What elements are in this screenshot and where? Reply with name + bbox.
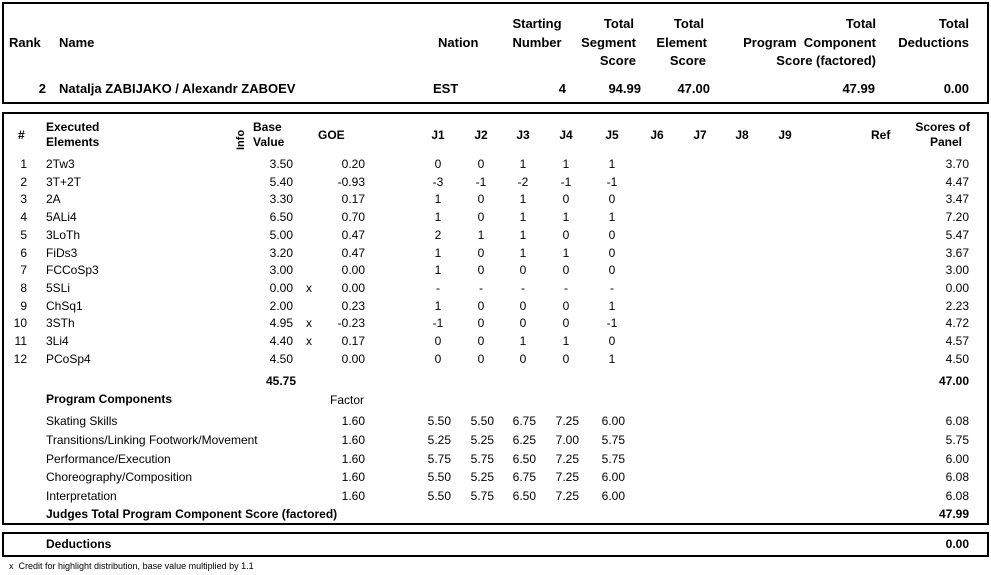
element-judge-score: 2 <box>434 227 442 242</box>
component-judge-score: 6.25 <box>512 432 536 447</box>
component-judge-score: 7.25 <box>555 470 579 485</box>
element-judge-score: -1 <box>606 316 618 331</box>
component-judge-score: 7.25 <box>555 489 579 504</box>
component-judge-score: 5.50 <box>470 414 494 428</box>
element-judge-score: 1 <box>608 351 616 366</box>
col-base-label-1: Base <box>253 120 282 134</box>
element-name: 2Tw3 <box>46 157 75 171</box>
component-factor: 1.60 <box>341 489 365 504</box>
component-panel-score: 5.75 <box>945 432 969 447</box>
element-judge-score: 0 <box>608 334 616 348</box>
element-name: PCoSp4 <box>46 351 91 366</box>
element-base-value: 4.40 <box>269 334 293 348</box>
col-executed-label-2: Elements <box>46 135 100 149</box>
element-num: 1 <box>20 157 27 171</box>
col-judge-label-4: J4 <box>559 128 573 142</box>
element-judge-score: -1 <box>432 316 444 331</box>
element-judge-score: 0 <box>477 263 485 278</box>
element-judge-score: 1 <box>562 245 570 260</box>
element-num: 5 <box>20 227 27 242</box>
footnote: x Credit for highlight distribution, base value multiplied by 1.1 <box>9 561 254 571</box>
element-judge-score: 0 <box>477 351 485 366</box>
component-name: Choreography/Composition <box>46 470 193 485</box>
element-judge-score: 0 <box>477 298 485 313</box>
col-judge-label-6: J6 <box>650 128 664 142</box>
rank-label: Rank <box>9 35 41 50</box>
total-element-label-3: Score <box>669 53 706 68</box>
element-judge-score: 0 <box>519 351 527 366</box>
element-judge-score: 0 <box>477 192 485 207</box>
total-segment-label-3: Score <box>599 53 636 68</box>
element-judge-score: 0 <box>608 192 616 207</box>
component-name: Skating Skills <box>46 414 118 428</box>
element-goe: 0.17 <box>341 192 365 207</box>
element-info: x <box>306 280 312 295</box>
element-judge-score: 0 <box>477 210 485 225</box>
components-factor-label: Factor <box>330 393 365 407</box>
component-name: Interpretation <box>46 489 117 504</box>
component-factor: 1.60 <box>341 414 365 428</box>
element-judge-score: 0 <box>434 334 442 348</box>
element-base-value: 5.40 <box>269 174 293 189</box>
col-base-label-2: Value <box>253 135 285 149</box>
component-judge-score: 6.75 <box>512 470 536 485</box>
element-name: ChSq1 <box>46 298 83 313</box>
component-judge-score: 5.25 <box>470 432 494 447</box>
element-judge-score: 1 <box>434 210 442 225</box>
col-info-label: Info <box>235 129 247 150</box>
element-judge-score: -3 <box>432 174 444 189</box>
element-base-value: 5.00 <box>269 227 293 242</box>
elements-total-base: 45.75 <box>265 374 296 388</box>
col-goe-label: GOE <box>318 128 345 142</box>
nation-label: Nation <box>438 35 479 50</box>
total-deductions-label-2: Deductions <box>898 35 969 50</box>
element-judge-score: - <box>521 280 525 295</box>
element-info: x <box>306 316 312 331</box>
element-goe: 0.00 <box>341 280 365 295</box>
component-judge-score: 5.75 <box>470 451 494 466</box>
element-num: 10 <box>13 316 27 331</box>
element-judge-score: 1 <box>519 245 527 260</box>
element-base-value: 4.95 <box>269 316 293 331</box>
element-judge-score: - <box>564 280 568 295</box>
component-judge-score: 7.25 <box>555 451 579 466</box>
element-goe: -0.23 <box>337 316 365 331</box>
element-judge-score: - <box>436 280 440 295</box>
element-judge-score: -1 <box>606 174 618 189</box>
element-judge-score: 1 <box>477 227 485 242</box>
name-label: Name <box>59 35 95 50</box>
element-judge-score: 0 <box>519 298 527 313</box>
element-name: 5SLi <box>46 280 71 295</box>
element-judge-score: -2 <box>517 174 529 189</box>
element-name: 3T+2T <box>46 174 82 189</box>
element-name: 3LoTh <box>46 227 81 242</box>
total-pcs-label-2: Program Component <box>743 35 876 50</box>
component-judge-score: 6.00 <box>601 414 625 428</box>
component-name: Transitions/Linking Footwork/Movement <box>46 432 258 447</box>
element-judge-score: 1 <box>434 263 442 278</box>
element-name: 5ALi4 <box>46 210 77 225</box>
element-panel-score: 4.57 <box>945 334 969 348</box>
element-judge-score: 0 <box>434 351 442 366</box>
component-panel-score: 6.08 <box>945 414 969 428</box>
skater-total-pcs: 47.99 <box>842 81 875 96</box>
col-judge-label-9: J9 <box>778 128 792 142</box>
element-panel-score: 0.00 <box>945 280 969 295</box>
element-goe: 0.20 <box>341 157 365 171</box>
component-judge-score: 6.50 <box>512 451 536 466</box>
col-judge-label-8: J8 <box>735 128 749 142</box>
element-judge-score: 0 <box>519 316 527 331</box>
skater-name: Natalja ZABIJAKO / Alexandr ZABOEV <box>59 81 296 96</box>
component-factor: 1.60 <box>341 432 365 447</box>
component-factor: 1.60 <box>341 470 365 485</box>
element-num: 9 <box>20 298 27 313</box>
element-judge-score: 0 <box>477 245 485 260</box>
starting-number-label-2: Number <box>512 35 562 50</box>
col-executed-label-1: Executed <box>46 120 100 134</box>
components-label: Program Components <box>46 392 173 406</box>
components-total-label: Judges Total Program Component Score (factored) <box>46 507 338 521</box>
element-judge-score: 0 <box>562 351 570 366</box>
element-goe: -0.93 <box>337 174 365 189</box>
col-scores-label-1: Scores of <box>915 120 970 134</box>
element-judge-score: - <box>610 280 614 295</box>
element-goe: 0.00 <box>341 263 365 278</box>
component-factor: 1.60 <box>341 451 365 466</box>
element-judge-score: 0 <box>562 263 570 278</box>
skater-total-element-score: 47.00 <box>677 81 710 96</box>
col-judge-label-5: J5 <box>605 128 619 142</box>
total-element-label-2: Element <box>656 35 707 50</box>
element-judge-score: 1 <box>608 298 616 313</box>
component-panel-score: 6.00 <box>945 451 969 466</box>
component-judge-score: 5.75 <box>470 489 494 504</box>
element-judge-score: 0 <box>562 227 570 242</box>
element-judge-score: - <box>479 280 483 295</box>
element-judge-score: 1 <box>519 210 527 225</box>
component-name: Performance/Execution <box>46 451 171 466</box>
element-panel-score: 5.47 <box>945 227 969 242</box>
element-panel-score: 3.70 <box>945 157 969 171</box>
col-num-label: # <box>18 128 25 142</box>
component-judge-score: 6.00 <box>601 470 625 485</box>
element-goe: 0.00 <box>341 351 365 366</box>
element-name: FiDs3 <box>46 245 78 260</box>
skater-total-segment-score: 94.99 <box>608 81 641 96</box>
element-base-value: 3.50 <box>269 157 293 171</box>
deductions-box <box>2 532 989 557</box>
total-deductions-label-1: Total <box>938 16 969 31</box>
deductions-label: Deductions <box>46 537 112 551</box>
element-name: FCCoSp3 <box>46 263 99 278</box>
col-ref-label: Ref <box>871 128 891 142</box>
element-judge-score: 0 <box>562 316 570 331</box>
element-goe: 0.23 <box>341 298 365 313</box>
total-pcs-label-1: Total <box>845 16 876 31</box>
skater-rank: 2 <box>38 81 46 96</box>
element-panel-score: 3.47 <box>945 192 969 207</box>
element-num: 11 <box>14 334 27 348</box>
element-base-value: 3.20 <box>269 245 293 260</box>
element-judge-score: 1 <box>434 192 442 207</box>
component-judge-score: 6.00 <box>601 489 625 504</box>
component-judge-score: 5.75 <box>601 432 625 447</box>
component-judge-score: 5.25 <box>427 432 451 447</box>
component-judge-score: 5.50 <box>427 414 451 428</box>
element-judge-score: 0 <box>519 263 527 278</box>
element-name: 3STh <box>46 316 75 331</box>
element-judge-score: 1 <box>562 210 570 225</box>
element-num: 2 <box>20 174 27 189</box>
element-goe: 0.70 <box>341 210 365 225</box>
element-judge-score: 1 <box>562 334 570 348</box>
element-panel-score: 7.20 <box>945 210 969 225</box>
component-panel-score: 6.08 <box>945 489 969 504</box>
element-panel-score: 2.23 <box>945 298 969 313</box>
component-judge-score: 5.75 <box>601 451 625 466</box>
element-judge-score: 1 <box>608 157 616 171</box>
component-panel-score: 6.08 <box>945 470 969 485</box>
element-judge-score: -1 <box>475 174 487 189</box>
skater-starting-number: 4 <box>558 81 566 96</box>
starting-number-label-1: Starting <box>512 16 562 31</box>
col-judge-label-7: J7 <box>693 128 707 142</box>
element-judge-score: 1 <box>434 298 442 313</box>
element-num: 8 <box>20 280 27 295</box>
element-goe: 0.17 <box>341 334 365 348</box>
element-judge-score: 0 <box>477 334 485 348</box>
deductions-score: 0.00 <box>945 537 969 551</box>
element-num: 12 <box>13 351 27 366</box>
component-judge-score: 5.50 <box>427 470 451 485</box>
component-judge-score: 6.75 <box>512 414 536 428</box>
skater-nation: EST <box>433 81 459 96</box>
element-panel-score: 3.67 <box>945 245 969 260</box>
element-judge-score: 1 <box>519 227 527 242</box>
element-judge-score: 0 <box>608 263 616 278</box>
components-total-score: 47.99 <box>938 507 969 521</box>
col-scores-label-2: Panel <box>929 135 962 149</box>
element-base-value: 4.50 <box>269 351 293 366</box>
total-element-label-1: Total <box>673 16 704 31</box>
total-segment-label-2: Segment <box>581 35 636 50</box>
element-judge-score: 0 <box>562 192 570 207</box>
component-judge-score: 7.25 <box>555 414 579 428</box>
elements-total-score: 47.00 <box>938 374 969 388</box>
element-base-value: 0.00 <box>269 280 293 295</box>
element-info: x <box>306 334 312 348</box>
element-judge-score: 0 <box>477 316 485 331</box>
col-judge-label-2: J2 <box>474 128 488 142</box>
component-judge-score: 7.00 <box>555 432 579 447</box>
element-panel-score: 4.72 <box>945 316 969 331</box>
col-judge-label-1: J1 <box>431 128 445 142</box>
element-judge-score: 1 <box>434 245 442 260</box>
element-name: 3Li4 <box>46 334 69 348</box>
element-judge-score: 1 <box>519 157 527 171</box>
element-judge-score: 1 <box>608 210 616 225</box>
col-judge-label-3: J3 <box>516 128 530 142</box>
element-num: 6 <box>20 245 27 260</box>
component-judge-score: 5.50 <box>427 489 451 504</box>
element-base-value: 3.00 <box>269 263 293 278</box>
element-base-value: 3.30 <box>269 192 293 207</box>
element-judge-score: 0 <box>608 245 616 260</box>
element-judge-score: 1 <box>519 334 527 348</box>
element-judge-score: 1 <box>562 157 570 171</box>
element-judge-score: 0 <box>608 227 616 242</box>
element-goe: 0.47 <box>341 227 365 242</box>
total-pcs-label-3: Score (factored) <box>776 53 876 68</box>
element-judge-score: -1 <box>560 174 572 189</box>
component-judge-score: 5.75 <box>427 451 451 466</box>
element-panel-score: 4.50 <box>945 351 969 366</box>
total-segment-label-1: Total <box>603 16 634 31</box>
element-panel-score: 4.47 <box>945 174 969 189</box>
element-goe: 0.47 <box>341 245 365 260</box>
element-name: 2A <box>46 192 61 207</box>
element-judge-score: 0 <box>562 298 570 313</box>
element-judge-score: 0 <box>477 157 485 171</box>
element-judge-score: 0 <box>434 157 442 171</box>
element-panel-score: 3.00 <box>945 263 969 278</box>
component-judge-score: 6.50 <box>512 489 536 504</box>
element-num: 4 <box>20 210 27 225</box>
element-judge-score: 1 <box>519 192 527 207</box>
element-num: 7 <box>20 263 27 278</box>
component-judge-score: 5.25 <box>470 470 494 485</box>
element-base-value: 6.50 <box>269 210 293 225</box>
element-base-value: 2.00 <box>269 298 293 313</box>
element-num: 3 <box>20 192 27 207</box>
skater-total-deductions: 0.00 <box>943 81 969 96</box>
